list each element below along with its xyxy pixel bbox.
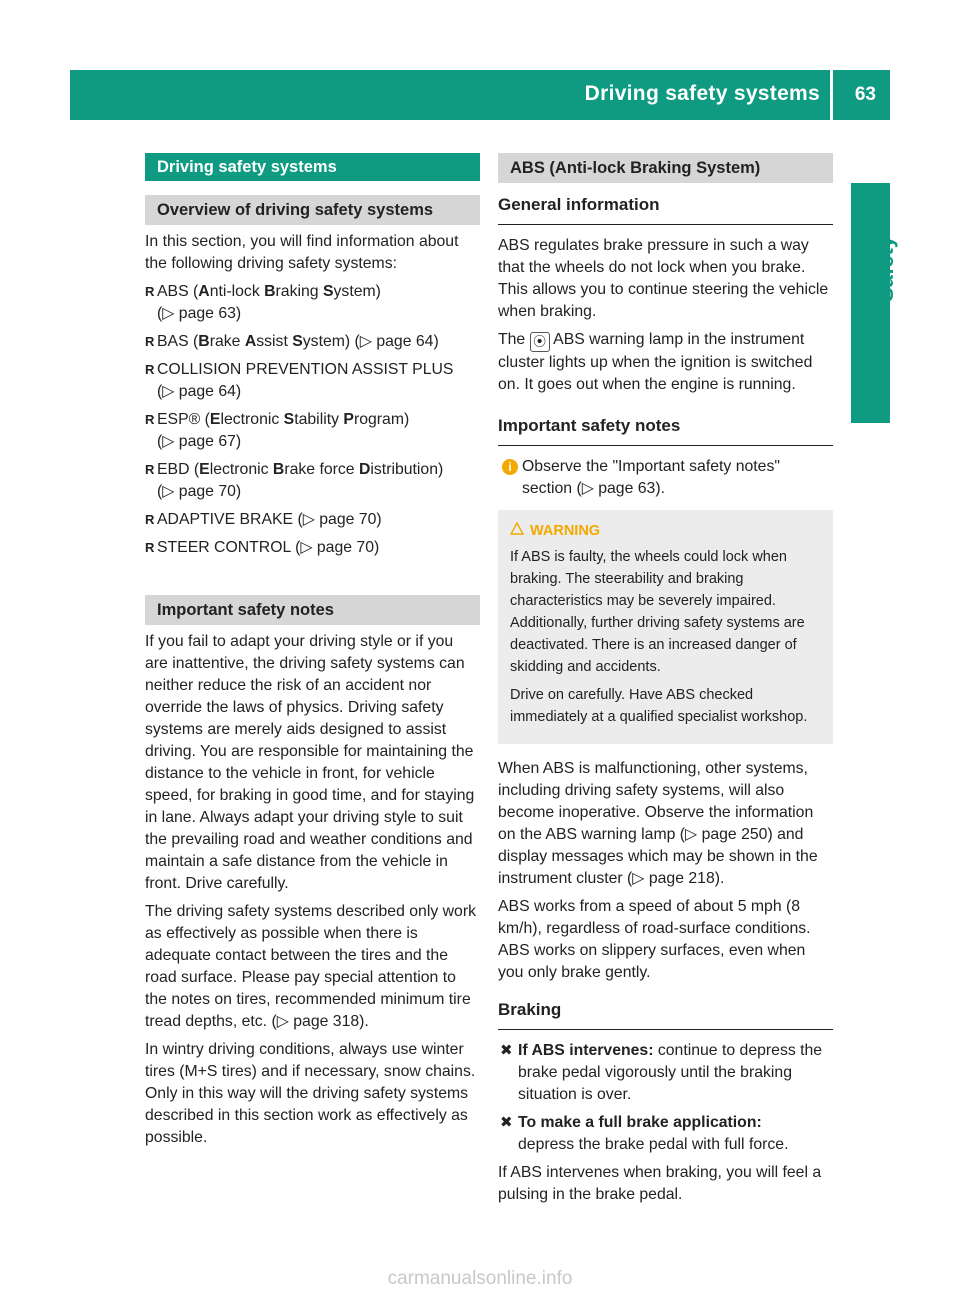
header-title: Driving safety systems: [584, 82, 820, 105]
header-separator: [830, 70, 833, 120]
system-item-page-ref[interactable]: (▷ page 67): [157, 433, 242, 450]
system-item-page-ref[interactable]: (▷ page 70): [157, 483, 242, 500]
braking-paragraph: If ABS intervenes when braking, you will feel a pulsing in the brake pedal.: [498, 1164, 822, 1203]
step-arrow-icon: ✖: [500, 1114, 513, 1131]
overview-title: Overview of driving safety systems: [145, 195, 480, 225]
system-item-m3: istribution): [370, 461, 444, 478]
system-item: [145, 509, 480, 531]
left-column: [145, 153, 480, 1155]
system-item-pre: STEER CONTROL (▷ page 70): [157, 539, 380, 556]
system-item-b3: S: [322, 283, 334, 300]
step-1-text: continue to depress the brake pedal vigorously until the braking situation is over.: [518, 1042, 823, 1103]
important-paragraph-2: The driving safety systems described only work as effectively as possible when there is adequate contact between the tires and the road surface. Please pay special attention to the notes on tires, recommended minimum tire tread depths, etc. (▷ page 318).: [145, 903, 476, 1030]
general-paragraph-1: ABS regulates brake pressure in such a way that the wheels do not lock when you brake. This allows you to continue steering the vehicle when braking.: [498, 237, 829, 320]
important-paragraph-3: In wintry driving conditions, always use winter tires (M+S tires) and if necessary, snow chains. Only in this way will the driving safety systems described in this section work as effectively as possible.: [145, 1041, 476, 1146]
system-item-m3: rogram): [353, 411, 410, 428]
system-item-m2: rake force: [284, 461, 359, 478]
step-arrow-icon: ✖: [500, 1042, 513, 1059]
system-item-b1: A: [198, 283, 210, 300]
system-item-m1: rake: [209, 333, 245, 350]
step-1-bold: If ABS intervenes:: [518, 1042, 654, 1059]
system-item-m2: ssist: [256, 333, 293, 350]
system-item: [145, 331, 480, 353]
system-item-b2: B: [272, 461, 285, 478]
right-column: [498, 153, 833, 1212]
braking-step-1: [498, 1040, 833, 1106]
abs-warning-lamp-icon: ⦿: [530, 332, 550, 352]
abs-section-title: ABS (Anti-lock Braking System): [498, 153, 833, 183]
general-information-title: General information: [498, 191, 833, 225]
warning-box: [498, 510, 833, 744]
abs-important-safety-title: Important safety notes: [498, 412, 833, 446]
general-paragraph-2: [498, 329, 833, 396]
safety-side-tab: [851, 183, 890, 423]
warning-paragraph-1: If ABS is faulty, the wheels could lock when braking. The steerability and braking characteristics may be severely impaired. Additionally, further driving safety systems are deactivated. There is an increased danger of skidding and accidents.: [510, 549, 805, 675]
warning-title: WARNING: [530, 523, 601, 539]
section-title-driving-safety: Driving safety systems: [145, 153, 480, 181]
systems-list: [145, 281, 480, 559]
system-item-b3: D: [358, 461, 371, 478]
malfunction-paragraph: When ABS is malfunctioning, other systems, including driving safety systems, will also become inoperative. Observe the information on the ABS warning lamp (▷ page 250) and display messages which may be shown in the instrument cluster (▷ page 218).: [498, 760, 818, 887]
page-header-bar: [70, 70, 890, 120]
info-icon: i: [502, 459, 518, 475]
system-item-pre: BAS (: [157, 333, 199, 350]
system-item-pre: ESP® (: [157, 411, 210, 428]
step-2-text: depress the brake pedal with full force.: [518, 1136, 789, 1153]
system-item: [145, 359, 480, 403]
watermark: carmanualsonline.info: [387, 1268, 573, 1289]
system-item-b3: S: [292, 333, 303, 350]
system-item-b1: E: [209, 411, 221, 428]
system-item-page-ref[interactable]: (▷ page 63): [157, 305, 242, 322]
system-item-pre: ADAPTIVE BRAKE (▷ page 70): [157, 511, 382, 528]
safety-tab-label: Safety: [873, 235, 898, 302]
system-item-m3: ystem): [333, 283, 381, 300]
system-item-m1: nti-lock: [209, 283, 265, 300]
system-item-b2: A: [244, 333, 257, 350]
info-text: Observe the "Important safety notes" section (▷ page 63).: [522, 458, 780, 497]
system-item-page-ref[interactable]: (▷ page 64): [157, 383, 242, 400]
info-note: [498, 456, 833, 500]
warning-triangle-icon: [510, 520, 524, 542]
system-item-m2: raking: [275, 283, 323, 300]
braking-title: Braking: [498, 996, 833, 1030]
overview-intro: In this section, you will find information about the following driving safety systems:: [145, 233, 459, 272]
speed-paragraph: ABS works from a speed of about 5 mph (8 km/h), regardless of road-surface conditions. ABS works on slippery surfaces, even when you only brake gently.: [498, 898, 811, 981]
system-item-m3: ystem) (▷ page 64): [302, 333, 439, 350]
important-paragraph-1: If you fail to adapt your driving style or if you are inattentive, the driving safety systems can neither reduce the risk of an accident nor override the laws of physics. Driving safety systems are merely aids designed to assist driving. You are responsible for maintaining the distance to the vehicle in front, for vehicle speed, for braking in good time, and for staying in lane. Always adapt your driving style to suit the prevailing road and weather conditions and maintain a safe distance from the vehicle in front. Drive carefully.: [145, 633, 475, 892]
warning-heading: [510, 520, 821, 542]
system-item: [145, 537, 480, 559]
general-p2-post: ABS warning lamp in the instrument cluster lights up when the ignition is switched on. It goes out when the engine is running.: [498, 331, 813, 393]
system-item-b1: B: [198, 333, 210, 350]
braking-step-2: [498, 1112, 833, 1156]
system-item: [145, 409, 480, 453]
system-item-b3: P: [343, 411, 354, 428]
system-item: [145, 281, 480, 325]
step-2-bold: To make a full brake application:: [518, 1114, 762, 1131]
important-safety-title: Important safety notes: [145, 595, 480, 625]
system-item-m1: lectronic: [209, 461, 273, 478]
braking-steps: [498, 1040, 833, 1156]
system-item: [145, 459, 480, 503]
system-item-b1: E: [199, 461, 210, 478]
system-item-pre: ABS (: [157, 283, 199, 300]
system-item-b2: S: [283, 411, 295, 428]
system-item-b2: B: [264, 283, 276, 300]
system-item-m2: tability: [294, 411, 344, 428]
page-number: 63: [854, 84, 876, 105]
general-p2-pre: The: [498, 331, 526, 348]
warning-paragraph-2: Drive on carefully. Have ABS checked immediately at a qualified specialist workshop.: [510, 687, 808, 725]
system-item-m1: lectronic: [220, 411, 284, 428]
system-item-pre: COLLISION PREVENTION ASSIST PLUS: [157, 361, 454, 378]
system-item-pre: EBD (: [157, 461, 200, 478]
